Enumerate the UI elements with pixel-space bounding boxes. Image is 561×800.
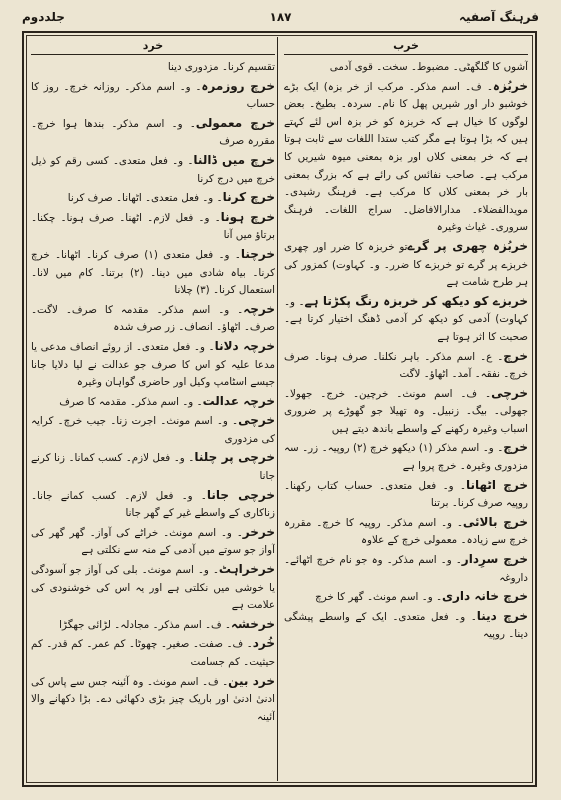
dictionary-entry	[284, 608, 528, 644]
entry-headword: خربزے کو دیکھ کر خربزہ رنگ پکڑتا ہے	[304, 293, 528, 308]
entry-definition: ۔ ف۔ اسم مونث۔ خرچین۔ خرج۔ جھولا۔ جھولی۔ بیگ۔ زنبیل۔ وہ تھیلا جو گھوڑے پر ضروری اسباب وغیرہ رکھنے کے واسطے باندھ دیتے ہیں	[284, 387, 528, 435]
entry-headword: خرچ میں ڈالنا	[193, 152, 275, 167]
entry-definition: ۔ و۔ فعل متعدی۔ ایک کے واسطے پیشگی دینا۔ روپیہ	[284, 610, 528, 641]
entry-headword: خرچہ عدالت	[202, 393, 275, 408]
entry-headword: خرچنا	[240, 246, 275, 261]
left-column-entries	[31, 59, 275, 726]
entry-definition: ۔ ف۔ صفت۔ صغیر۔ چھوٹا۔ کم عمر۔ کم قدر۔ کم حیثیت۔ کم جسامت	[31, 638, 275, 668]
entry-headword: خرچ بالائی	[462, 514, 528, 529]
dictionary-entry	[284, 514, 528, 550]
dictionary-entry	[31, 59, 275, 77]
entry-definition: ۔ و۔ اسم مذکر۔ روزانہ خرچ۔ روز کا حساب	[31, 80, 275, 111]
entry-definition: آشوں کا گلگھٹی۔ مضبوط۔ سخت۔ قوی آدمی	[329, 61, 528, 73]
dictionary-entry	[31, 561, 275, 615]
entry-headword: خرخراہٹ	[218, 562, 275, 577]
dictionary-entry	[31, 152, 275, 188]
dictionary-entry	[284, 348, 528, 384]
entry-definition: ۔ و۔ فعل متعدی۔ از روئے انصاف مدعی یا مدعا علیہ کو اس کا صرف جو عدالت نے لیا دلایا جانا جیسے اسٹامپ وکیل اور حاضری گواہان وغیرہ	[31, 340, 275, 389]
entry-definition: ۔ ف۔ اسم مونث۔ وہ آئینہ جس سے پاس کی ادنیٰ ادنیٰ اور باریک چیز بڑی دکھائی دے۔ بڑا دکھانے والا آئینہ	[31, 675, 275, 723]
running-head	[22, 10, 539, 28]
entry-definition: ۔ و۔ اسم مونث۔ گھر کا خرچ	[315, 591, 442, 604]
dictionary-entry	[31, 78, 275, 114]
dictionary-entry	[284, 588, 528, 607]
right-column-heading: خرب	[284, 39, 528, 55]
entry-definition: ۔ و۔ فعل متعدی۔ حساب کتاب رکھنا۔ روپیہ صرف کرنا۔ برتنا	[284, 479, 528, 510]
left-column	[31, 39, 275, 779]
dictionary-entry	[31, 189, 275, 208]
left-column-heading: خرد	[31, 39, 275, 55]
entry-headword: خرچ کرنا	[222, 190, 275, 205]
entry-definition: ۔ و۔ اسم مونث۔ بلی کی آواز جو آسودگی یا خوشی میں نکلتی ہے اور یہ اس کی خوشنودی کی علامت ہے	[31, 564, 275, 612]
column-divider	[277, 37, 278, 781]
entry-headword: خرچ روزمرہ	[201, 78, 275, 93]
dictionary-entry	[31, 487, 275, 523]
dictionary-entry	[284, 78, 528, 237]
dictionary-entry	[284, 477, 528, 513]
entry-headword: خرچہ	[243, 301, 275, 316]
entry-definition: ۔ و۔ فعل لازم۔ کسب کمانے جانا۔ زناکاری کے واسطے غیر کے گھر جانا	[31, 489, 275, 520]
entry-headword: خرد بین	[228, 673, 275, 688]
entry-definition: ۔ و۔ اسم مونث۔ اجرت زنا۔ جیب خرچ۔ کرایہ کی مزدوری	[31, 415, 275, 445]
dictionary-entry	[284, 385, 528, 439]
entry-definition: ۔ و۔ فعل متعدی۔ کسی رقم کو ذیل خرچ میں درج کرنا	[31, 154, 275, 185]
entry-definition: ۔ و۔ اسم مذکر۔ مقدمہ کا صرف	[59, 395, 203, 408]
entry-definition: ۔ و۔ اسم مذکر (۱) دیکھو خرچ (۲) روپیہ۔ زر۔ سہ مزدوری وغیرہ۔ خرچ پروا ہے	[284, 442, 528, 473]
page-frame	[22, 31, 537, 787]
entry-headword: خربُزہ	[492, 78, 528, 93]
dictionary-entry	[284, 551, 528, 587]
entry-definition: ۔ و۔ فعل متعدی۔ اٹھانا۔ صرف کرنا	[67, 192, 223, 205]
entry-definition: تقسیم کرنا۔ مزدوری دینا	[167, 61, 275, 73]
entry-headword: خرچی جانا	[206, 487, 275, 502]
dictionary-entry	[284, 293, 528, 347]
page-number: ۱۸۷	[269, 10, 292, 24]
entry-headword: خرچ	[503, 348, 528, 363]
dictionary-entry	[31, 393, 275, 412]
entry-definition: تو خربزہ کا ضرر اور چھری خربزے پر گرے تو خربزے کا ضرر۔ و۔ کہاوت) کمزور کی ہر طرح شامت ہے	[284, 240, 528, 289]
dictionary-entry	[31, 246, 275, 300]
entry-headword: خرچ	[503, 440, 528, 455]
entry-headword: خرچ خانہ داری	[442, 589, 528, 604]
entry-definition: ۔ و۔ فعل لازم۔ اٹھنا۔ صرف ہونا۔ چکنا۔ برتاؤ میں آنا	[31, 211, 275, 242]
entry-headword: خرچی	[238, 413, 275, 428]
entry-definition: ۔ و۔ فعل لازم۔ کسب کمانا۔ زنا کرنے جانا	[31, 452, 275, 483]
dictionary-entry	[31, 673, 275, 727]
dictionary-entry	[31, 449, 275, 485]
entry-headword: خرچ معمولی	[195, 115, 275, 130]
entry-definition: ۔ و۔ اسم مونث۔ خراٹے کی آواز۔ گھر گھر کی آواز جو سوتے میں آدمی کے منہ سے نکلتی ہے	[31, 526, 275, 557]
dictionary-entry	[31, 616, 275, 635]
entry-headword: خرچ ہونا	[220, 209, 275, 224]
entry-definition: ۔ و۔ اسم مذکر۔ بندھا ہوا خرچ۔ مقررہ صرف	[31, 117, 275, 148]
entry-headword: خُرد	[252, 636, 275, 651]
right-column	[284, 39, 528, 779]
dictionary-entry	[31, 412, 275, 448]
entry-headword: خرچہ دلانا	[214, 338, 275, 353]
entry-definition: ۔ و۔ کہاوت) آدمی کو دیکھ کر آدمی ڈھنگ اختیار کرتا ہے۔ صحبت کا اثر ہوتا ہے	[284, 295, 528, 343]
volume-label: جلددوم	[22, 10, 65, 24]
dictionary-entry	[31, 524, 275, 560]
dictionary-entry	[284, 238, 528, 292]
entry-headword: خرچ سرِدار	[461, 552, 528, 567]
dictionary-entry	[31, 115, 275, 151]
entry-definition: ۔ ف۔ اسم مذکر۔ مرکب از خر بزہ) ایک بڑے خوشبو دار اور شیریں پھل کا نام۔ سردہ۔ بطیخ۔ بعض لوگوں کا خیال ہے کہ خربزہ کو خر بزہ اس لئے کہتے ہیں کہ بڑا ہوتا ہے مگر کتب ستدا اللغات سے ثابت ہوتا ہے کہ خر بمعنی کلاں اور بزہ بمعنی میوہ شیریں کا مرکب ہے۔ صاحب نفائس کی رائے ہے کہ بزرگ بمعنی بار خر بمعنی کلاں کا مرکب ہے۔ فرہنگ رشیدی۔ مویدالفضلاء۔ مدارالافاضل۔ سراج اللغات۔ فرہنگ سروری۔ غیاث وغیرہ	[284, 80, 528, 234]
book-title: فرہنگ آصفیہ	[459, 10, 539, 24]
entry-definition: ۔ ف۔ اسم مذکر۔ مجادلہ۔ لڑائی جھگڑا	[59, 618, 231, 631]
dictionary-entry	[284, 59, 528, 77]
entry-definition: ۔ و۔ اسم مذکر۔ وہ جو نام خرچ اٹھائے۔ داروغہ	[284, 554, 528, 584]
entry-headword: خرخر	[242, 524, 275, 539]
entry-headword: خرچ دینا	[476, 608, 528, 623]
right-column-entries	[284, 59, 528, 644]
entry-headword: خرچی پر چلنا	[194, 450, 275, 465]
dictionary-entry	[31, 635, 275, 671]
entry-definition: ۔ و۔ اسم مذکر۔ روپیہ کا خرچ۔ مقررہ خرچ سے زیادہ۔ معمولی خرچ کے علاوہ	[284, 516, 528, 547]
dictionary-entry	[31, 301, 275, 337]
entry-definition: ۔ و۔ فعل متعدی (۱) صرف کرنا۔ اٹھانا۔ خرچ کرنا۔ بیاہ شادی میں دینا۔ (۲) برتنا۔ کام میں لانا۔ استعمال کرنا۔ (۳) چلانا	[31, 248, 275, 297]
entry-headword: خرچی	[491, 385, 528, 400]
dictionary-entry	[31, 338, 275, 392]
entry-headword: خرخشہ	[230, 616, 275, 631]
entry-headword: خربُزہ چھری پر گرے	[407, 238, 528, 253]
dictionary-entry	[284, 439, 528, 475]
entry-definition: ۔ ع۔ اسم مذکر۔ باہر نکلنا۔ صرف ہونا۔ صرف خرچ۔ نفقہ۔ آمد۔ اٹھاؤ۔ لاگت	[284, 350, 528, 381]
dictionary-entry	[31, 209, 275, 245]
entry-definition: ۔ و۔ اسم مذکر۔ مقدمہ کا صرف۔ لاگت۔ صرف۔ اٹھاؤ۔ انصاف۔ زر صرف شدہ	[31, 303, 275, 334]
entry-headword: خرچ اٹھانا	[465, 477, 528, 492]
